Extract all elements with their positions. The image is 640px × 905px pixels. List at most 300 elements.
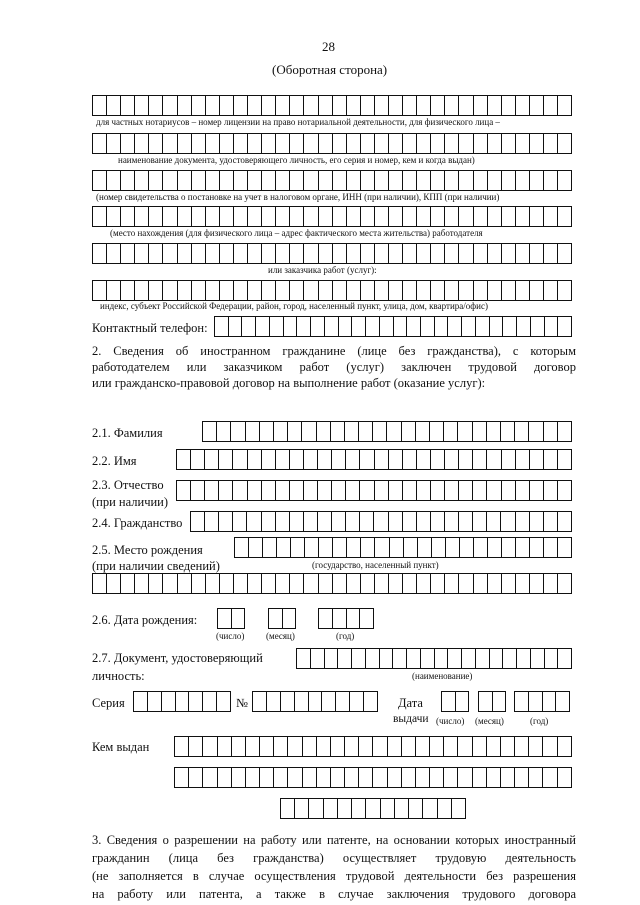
character-cell[interactable] [361,170,375,191]
character-cell[interactable] [389,170,403,191]
character-cell[interactable] [232,736,246,757]
character-cell[interactable] [417,449,431,470]
character-cell[interactable] [530,95,544,116]
character-cell[interactable] [490,648,504,669]
character-cell[interactable] [473,767,487,788]
character-cell[interactable] [191,449,205,470]
birthplace-boxes-2[interactable] [92,573,572,594]
character-cell[interactable] [262,280,276,301]
character-cell[interactable] [319,206,333,227]
character-cell[interactable] [288,421,302,442]
character-cell[interactable] [502,170,516,191]
character-cell[interactable] [331,421,345,442]
character-cell[interactable] [318,449,332,470]
character-cell[interactable] [304,206,318,227]
character-cell[interactable] [380,648,394,669]
character-cell[interactable] [233,511,247,532]
character-cell[interactable] [332,480,346,501]
character-cell[interactable] [107,95,121,116]
character-cell[interactable] [409,798,423,819]
character-cell[interactable] [290,95,304,116]
character-cell[interactable] [276,95,290,116]
character-cell[interactable] [276,480,290,501]
character-cell[interactable] [445,170,459,191]
character-cell[interactable] [558,95,572,116]
character-cell[interactable] [304,480,318,501]
character-cell[interactable] [189,736,203,757]
character-cell[interactable] [403,511,417,532]
character-cell[interactable] [421,648,435,669]
character-cell[interactable] [473,449,487,470]
character-cell[interactable] [416,736,430,757]
character-cell[interactable] [458,421,472,442]
character-cell[interactable] [276,243,290,264]
character-cell[interactable] [262,206,276,227]
character-cell[interactable] [558,280,572,301]
character-cell[interactable] [305,537,319,558]
character-cell[interactable] [558,316,572,337]
character-cell[interactable] [135,170,149,191]
character-cell[interactable] [149,243,163,264]
character-cell[interactable] [558,449,572,470]
character-cell[interactable] [318,480,332,501]
character-cell[interactable] [284,316,298,337]
character-cell[interactable] [148,691,162,712]
character-cell[interactable] [135,243,149,264]
character-cell[interactable] [502,480,516,501]
character-cell[interactable] [359,767,373,788]
character-cell[interactable] [318,511,332,532]
birthplace-boxes[interactable] [234,537,572,558]
character-cell[interactable] [121,280,135,301]
character-cell[interactable] [322,691,336,712]
character-cell[interactable] [530,243,544,264]
character-cell[interactable] [517,316,531,337]
character-cell[interactable] [445,95,459,116]
character-cell[interactable] [276,511,290,532]
character-cell[interactable] [458,736,472,757]
employer-document-boxes[interactable] [92,133,572,154]
character-cell[interactable] [473,480,487,501]
character-cell[interactable] [205,511,219,532]
character-cell[interactable] [361,133,375,154]
character-cell[interactable] [403,573,417,594]
character-cell[interactable] [234,243,248,264]
character-cell[interactable] [233,480,247,501]
character-cell[interactable] [515,736,529,757]
character-cell[interactable] [514,691,529,712]
character-cell[interactable] [333,573,347,594]
character-cell[interactable] [459,206,473,227]
character-cell[interactable] [516,133,530,154]
character-cell[interactable] [487,511,501,532]
character-cell[interactable] [515,421,529,442]
character-cell[interactable] [246,767,260,788]
character-cell[interactable] [462,648,476,669]
character-cell[interactable] [402,767,416,788]
character-cell[interactable] [558,573,572,594]
character-cell[interactable] [558,480,572,501]
character-cell[interactable] [295,691,309,712]
character-cell[interactable] [487,421,501,442]
character-cell[interactable] [203,691,217,712]
character-cell[interactable] [543,736,557,757]
character-cell[interactable] [431,280,445,301]
character-cell[interactable] [304,573,318,594]
character-cell[interactable] [478,691,493,712]
character-cell[interactable] [248,206,262,227]
character-cell[interactable] [288,736,302,757]
character-cell[interactable] [206,133,220,154]
character-cell[interactable] [502,206,516,227]
character-cell[interactable] [333,170,347,191]
character-cell[interactable] [373,421,387,442]
birth-month-boxes[interactable] [268,608,296,629]
character-cell[interactable] [234,133,248,154]
character-cell[interactable] [176,449,191,470]
character-cell[interactable] [516,206,530,227]
character-cell[interactable] [364,691,378,712]
character-cell[interactable] [516,280,530,301]
character-cell[interactable] [445,449,459,470]
character-cell[interactable] [529,421,543,442]
birth-day-boxes[interactable] [217,608,245,629]
character-cell[interactable] [121,133,135,154]
character-cell[interactable] [347,170,361,191]
character-cell[interactable] [217,608,232,629]
character-cell[interactable] [488,95,502,116]
character-cell[interactable] [220,95,234,116]
birth-year-boxes[interactable] [318,608,374,629]
character-cell[interactable] [431,480,445,501]
character-cell[interactable] [246,421,260,442]
character-cell[interactable] [404,537,418,558]
character-cell[interactable] [373,767,387,788]
character-cell[interactable] [502,537,516,558]
character-cell[interactable] [347,280,361,301]
character-cell[interactable] [319,95,333,116]
character-cell[interactable] [558,206,572,227]
character-cell[interactable] [309,691,323,712]
character-cell[interactable] [389,133,403,154]
character-cell[interactable] [317,767,331,788]
character-cell[interactable] [444,736,458,757]
character-cell[interactable] [217,691,231,712]
character-cell[interactable] [319,280,333,301]
character-cell[interactable] [403,95,417,116]
character-cell[interactable] [92,280,107,301]
character-cell[interactable] [317,421,331,442]
character-cell[interactable] [274,736,288,757]
character-cell[interactable] [530,573,544,594]
character-cell[interactable] [107,170,121,191]
character-cell[interactable] [389,573,403,594]
character-cell[interactable] [135,133,149,154]
character-cell[interactable] [350,691,364,712]
character-cell[interactable] [189,691,203,712]
character-cell[interactable] [220,206,234,227]
character-cell[interactable] [248,170,262,191]
character-cell[interactable] [205,449,219,470]
character-cell[interactable] [488,243,502,264]
character-cell[interactable] [459,480,473,501]
character-cell[interactable] [417,480,431,501]
character-cell[interactable] [516,537,530,558]
character-cell[interactable] [333,280,347,301]
character-cell[interactable] [558,648,572,669]
character-cell[interactable] [206,95,220,116]
character-cell[interactable] [233,449,247,470]
character-cell[interactable] [530,280,544,301]
character-cell[interactable] [361,537,375,558]
character-cell[interactable] [345,736,359,757]
character-cell[interactable] [296,648,311,669]
character-cell[interactable] [311,316,325,337]
character-cell[interactable] [544,95,558,116]
character-cell[interactable] [304,243,318,264]
character-cell[interactable] [121,95,135,116]
character-cell[interactable] [92,170,107,191]
character-cell[interactable] [418,537,432,558]
character-cell[interactable] [531,648,545,669]
character-cell[interactable] [92,206,107,227]
character-cell[interactable] [558,170,572,191]
character-cell[interactable] [476,316,490,337]
character-cell[interactable] [311,648,325,669]
character-cell[interactable] [178,170,192,191]
character-cell[interactable] [459,449,473,470]
character-cell[interactable] [248,243,262,264]
character-cell[interactable] [375,243,389,264]
character-cell[interactable] [192,243,206,264]
character-cell[interactable] [361,95,375,116]
character-cell[interactable] [288,767,302,788]
character-cell[interactable] [516,95,530,116]
character-cell[interactable] [375,480,389,501]
character-cell[interactable] [459,511,473,532]
character-cell[interactable] [558,243,572,264]
character-cell[interactable] [347,133,361,154]
character-cell[interactable] [121,206,135,227]
character-cell[interactable] [445,511,459,532]
character-cell[interactable] [283,608,297,629]
character-cell[interactable] [502,449,516,470]
character-cell[interactable] [544,280,558,301]
character-cell[interactable] [360,511,374,532]
character-cell[interactable] [488,280,502,301]
character-cell[interactable] [516,573,530,594]
character-cell[interactable] [359,736,373,757]
character-cell[interactable] [270,316,284,337]
character-cell[interactable] [417,95,431,116]
character-cell[interactable] [304,511,318,532]
character-cell[interactable] [262,449,276,470]
character-cell[interactable] [234,280,248,301]
character-cell[interactable] [333,608,347,629]
character-cell[interactable] [303,736,317,757]
character-cell[interactable] [389,243,403,264]
character-cell[interactable] [474,95,488,116]
character-cell[interactable] [360,449,374,470]
character-cell[interactable] [205,480,219,501]
character-cell[interactable] [445,206,459,227]
character-cell[interactable] [260,421,274,442]
citizenship-boxes[interactable] [190,511,572,532]
character-cell[interactable] [473,421,487,442]
character-cell[interactable] [163,280,177,301]
character-cell[interactable] [502,280,516,301]
character-cell[interactable] [395,798,409,819]
character-cell[interactable] [346,511,360,532]
surname-boxes[interactable] [202,421,572,442]
character-cell[interactable] [234,206,248,227]
character-cell[interactable] [304,95,318,116]
character-cell[interactable] [502,243,516,264]
character-cell[interactable] [417,133,431,154]
character-cell[interactable] [276,133,290,154]
character-cell[interactable] [163,133,177,154]
character-cell[interactable] [325,316,339,337]
character-cell[interactable] [290,573,304,594]
character-cell[interactable] [218,767,232,788]
character-cell[interactable] [346,480,360,501]
character-cell[interactable] [501,767,515,788]
character-cell[interactable] [375,206,389,227]
character-cell[interactable] [366,316,380,337]
character-cell[interactable] [332,511,346,532]
character-cell[interactable] [417,573,431,594]
patronymic-boxes[interactable] [176,480,572,501]
character-cell[interactable] [430,767,444,788]
character-cell[interactable] [375,280,389,301]
character-cell[interactable] [389,206,403,227]
character-cell[interactable] [445,480,459,501]
character-cell[interactable] [361,243,375,264]
character-cell[interactable] [206,243,220,264]
character-cell[interactable] [352,798,366,819]
character-cell[interactable] [530,480,544,501]
character-cell[interactable] [431,133,445,154]
character-cell[interactable] [256,316,270,337]
character-cell[interactable] [234,537,249,558]
character-cell[interactable] [149,573,163,594]
character-cell[interactable] [352,648,366,669]
character-cell[interactable] [430,736,444,757]
character-cell[interactable] [417,243,431,264]
character-cell[interactable] [456,691,470,712]
character-cell[interactable] [387,421,401,442]
character-cell[interactable] [459,280,473,301]
character-cell[interactable] [219,511,233,532]
character-cell[interactable] [178,95,192,116]
character-cell[interactable] [248,133,262,154]
character-cell[interactable] [163,243,177,264]
character-cell[interactable] [290,133,304,154]
character-cell[interactable] [448,648,462,669]
character-cell[interactable] [493,691,507,712]
character-cell[interactable] [474,537,488,558]
character-cell[interactable] [203,736,217,757]
character-cell[interactable] [517,648,531,669]
series-boxes[interactable] [133,691,231,712]
character-cell[interactable] [234,95,248,116]
character-cell[interactable] [347,573,361,594]
character-cell[interactable] [163,95,177,116]
character-cell[interactable] [107,133,121,154]
character-cell[interactable] [375,95,389,116]
character-cell[interactable] [444,421,458,442]
character-cell[interactable] [544,243,558,264]
character-cell[interactable] [352,316,366,337]
character-cell[interactable] [276,449,290,470]
character-cell[interactable] [516,511,530,532]
character-cell[interactable] [402,421,416,442]
character-cell[interactable] [501,736,515,757]
issue-month-boxes[interactable] [478,691,506,712]
character-cell[interactable] [218,736,232,757]
character-cell[interactable] [319,537,333,558]
character-cell[interactable] [452,798,466,819]
character-cell[interactable] [347,608,361,629]
character-cell[interactable] [121,170,135,191]
character-cell[interactable] [189,767,203,788]
character-cell[interactable] [544,537,558,558]
character-cell[interactable] [432,537,446,558]
character-cell[interactable] [389,449,403,470]
character-cell[interactable] [319,133,333,154]
character-cell[interactable] [459,573,473,594]
character-cell[interactable] [501,421,515,442]
character-cell[interactable] [530,206,544,227]
character-cell[interactable] [389,95,403,116]
character-cell[interactable] [276,170,290,191]
character-cell[interactable] [347,95,361,116]
character-cell[interactable] [544,421,558,442]
character-cell[interactable] [319,243,333,264]
character-cell[interactable] [331,736,345,757]
character-cell[interactable] [345,421,359,442]
character-cell[interactable] [445,243,459,264]
character-cell[interactable] [347,537,361,558]
character-cell[interactable] [543,691,557,712]
character-cell[interactable] [333,206,347,227]
character-cell[interactable] [232,767,246,788]
character-cell[interactable] [515,767,529,788]
character-cell[interactable] [474,206,488,227]
character-cell[interactable] [487,480,501,501]
character-cell[interactable] [149,170,163,191]
character-cell[interactable] [178,133,192,154]
character-cell[interactable] [234,573,248,594]
character-cell[interactable] [403,206,417,227]
character-cell[interactable] [529,736,543,757]
character-cell[interactable] [459,243,473,264]
character-cell[interactable] [403,449,417,470]
character-cell[interactable] [192,206,206,227]
character-cell[interactable] [135,95,149,116]
character-cell[interactable] [192,133,206,154]
character-cell[interactable] [163,170,177,191]
character-cell[interactable] [431,243,445,264]
character-cell[interactable] [220,170,234,191]
character-cell[interactable] [248,449,262,470]
character-cell[interactable] [242,316,256,337]
character-cell[interactable] [290,170,304,191]
character-cell[interactable] [375,170,389,191]
character-cell[interactable] [304,280,318,301]
character-cell[interactable] [474,170,488,191]
character-cell[interactable] [302,421,316,442]
